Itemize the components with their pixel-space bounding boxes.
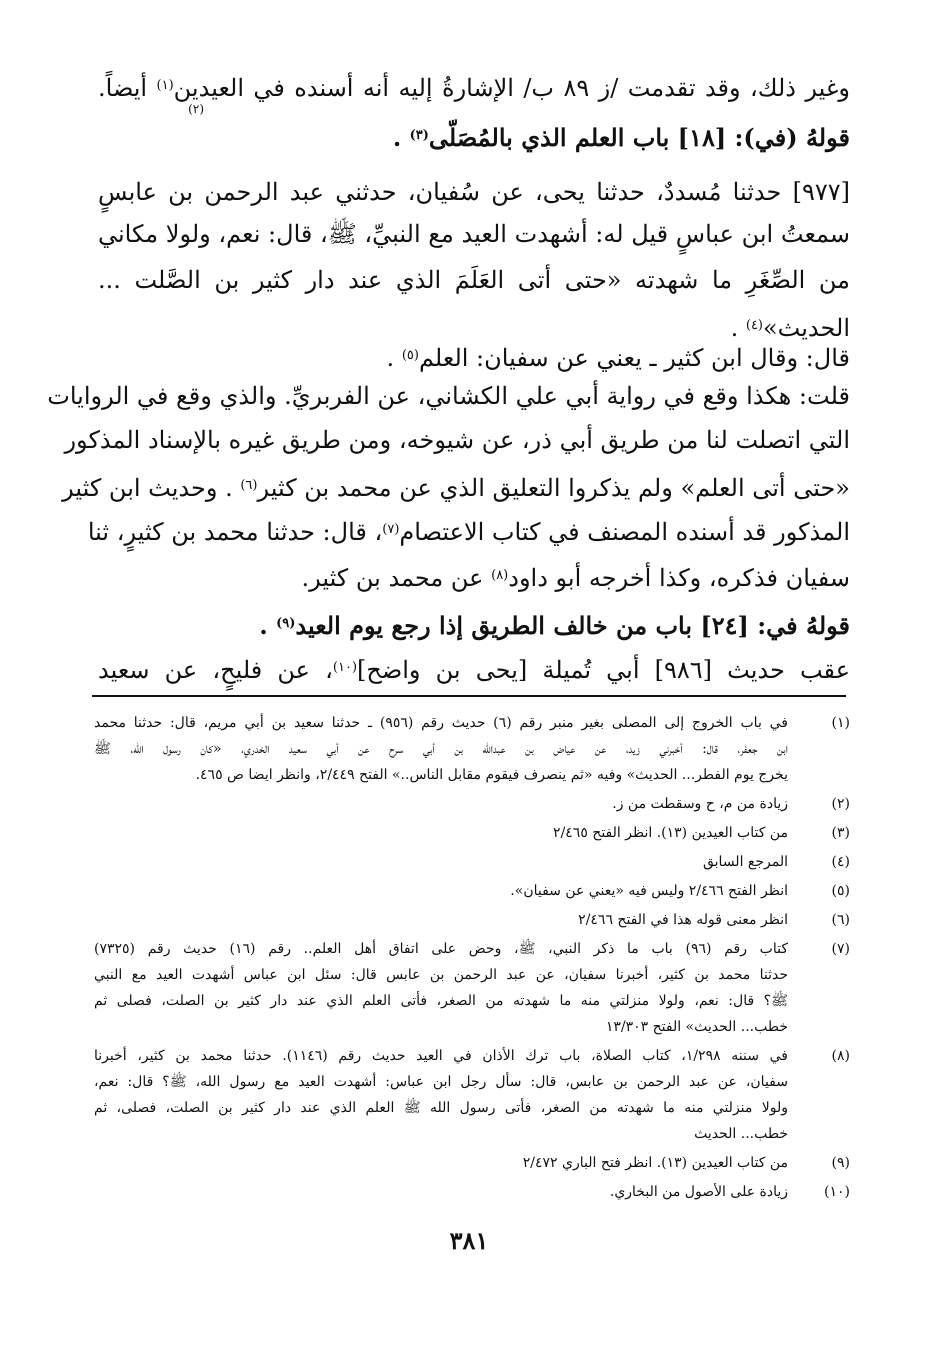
text-run: من الصِّغَرِ ما شهدته «حتى أتى العَلَمَ الذي عند دار كثير بن الصَّلت ... (98, 266, 850, 294)
footnote-marker: (٨) (491, 568, 509, 583)
text-run: سفيان فذكره، وكذا أخرجه أبو داود (508, 564, 850, 592)
text-run: . (386, 344, 402, 372)
text-run: . (730, 314, 746, 342)
footnote-text-line: انظر معنى قوله هذا في الفتح ٢/٤٦٦ (578, 912, 788, 928)
footnote-text-line: ابن جعفر، قال: أخبرني زيد، عن عياض بن عبدالله بن أبي سرح عن أبي سعيد الخدري، «كان رسول الله، ﷺ (94, 741, 788, 757)
footnote-text-line: حدثنا محمد بن كثير، أخبرنا سفيان، عن عبد الرحمن بن عابس قال: سئل ابن عباس أشهدت العيد مع النبي (94, 967, 788, 983)
text-run: . (392, 123, 410, 152)
text-line (98, 334, 850, 378)
text-line (62, 464, 850, 508)
text-run: «حتى أتى العلم» ولم يذكروا التعليق الذي عن محمد بن كثير (257, 474, 850, 502)
footnote-text-line: خطب... الحديث (694, 1126, 788, 1142)
footnote-number: (١) (831, 715, 850, 731)
footnote-number: (٨) (831, 1048, 850, 1064)
text-line (98, 554, 850, 598)
footnote-divider (92, 695, 846, 697)
text-run: وغير ذلك، وقد تقدمت /ز ٨٩ ب/ الإشارةُ إليه أنه أسنده في العيدين (173, 74, 851, 102)
footnote-number: (٩) (831, 1155, 850, 1171)
footnote-text-line: من كتاب العيدين (١٣). انظر الفتح ٢/٤٦٥ (553, 825, 788, 841)
footnote-marker: (٣) (409, 128, 429, 143)
footnote-text-line: زيادة من م، ح وسقطت من ز. (612, 796, 788, 812)
footnote-number: (٧) (831, 941, 850, 957)
footnote-text-line: في سننه ١/٢٩٨، كتاب الصلاة، باب ترك الأذان في العيد حديث رقم (١١٤٦). حدثنا محمد بن كثير، أخبرنا (94, 1048, 788, 1064)
footnote-text-line: من كتاب العيدين (١٣). انظر فتح الباري ٢/٤٧٢ (522, 1155, 788, 1171)
chapter-heading (98, 114, 850, 158)
text-run: قولهُ في: [٢٤] باب من خالف الطريق إذا رجع يوم العيد (295, 611, 850, 640)
footnote-marker: (٤) (745, 318, 763, 333)
text-run: المذكور قد أسنده المصنف في كتاب الاعتصام (399, 518, 850, 546)
text-run: قال: وقال ابن كثير ـ يعني عن سفيان: العلم (418, 344, 850, 372)
footnote-text-line: ولولا منزلتي منه ما شهدته من الصغر، فأتى رسول الله ﷺ العلم الذي عند دار كثير بن الصلت، فصلى، ثم (94, 1100, 788, 1116)
text-line (98, 64, 850, 108)
chapter-heading (98, 602, 850, 646)
text-run: أيضاً. (98, 74, 157, 102)
footnote-text-line: كتاب رقم (٩٦) باب ما ذكر النبي، ﷺ، وحض على اتفاق أهل العلم.. رقم (١٦) حديث رقم (٧٣٢٥) (94, 941, 789, 957)
text-line (64, 420, 850, 460)
text-line (98, 172, 850, 212)
footnotes-block (94, 710, 850, 1200)
footnote-text-line: زيادة على الأصول من البخاري. (609, 1184, 788, 1200)
footnote-text-line: في باب الخروج إلى المصلى بغير منبر رقم (٦) حديث رقم (٩٥٦) ـ حدثنا سعيد بن أبي مريم، قال: حدثنا محمد (94, 715, 788, 731)
text-run: . (259, 611, 277, 640)
footnote-text-line: انظر الفتح ٢/٤٦٦ وليس فيه «يعني عن سفيان». (510, 883, 788, 899)
footnote-marker: (٧) (382, 522, 400, 537)
footnote-text-line: يخرج يوم الفطر... الحديث» وفيه «ثم ينصرف فيقوم مقابل الناس..» الفتح ٢/٤٤٩، وانظر ايضا ص ٤٦٥. (195, 767, 788, 783)
footnote-marker: (٥) (401, 348, 419, 363)
footnote-marker: (٦) (240, 478, 258, 493)
footnote-marker: (٩) (276, 616, 296, 631)
footnote-number: (٦) (831, 912, 850, 928)
footnote-number: (٣) (831, 825, 850, 841)
footnote-text-line: خطب... الحديث» الفتح ١٣/٣٠٣ (605, 1019, 788, 1035)
text-run: . وحديث ابن كثير (62, 474, 241, 502)
text-line (87, 508, 850, 552)
footnote-number: (١٠) (824, 1184, 850, 1200)
text-run: ، قال: حدثنا محمد بن كثيرٍ، ثنا (87, 518, 383, 546)
text-line (47, 376, 850, 416)
text-run: الحديث» (763, 314, 850, 342)
footnote-number: (٢) (831, 796, 850, 812)
footnote-number: (٤) (831, 854, 850, 870)
text-run: عن محمد بن كثير. (301, 564, 492, 592)
footnote-text-line: ﷺ؟ قال: نعم، ولولا منزلتي منه ما شهدته من الصغر، فأتى العلم الذي عند دار كثير بن الصلت، فصلى ثم (94, 993, 788, 1009)
footnote-marker-above: (٢) (188, 102, 204, 116)
footnote-text-line: المرجع السابق (702, 854, 788, 870)
footnote-text-line: سفيان، عن عبد الرحمن بن عابس، قال: سأل رجل ابن عباس: أشهدت العيد مع رسول الله، ﷺ؟ قال: نعم، (94, 1074, 788, 1090)
text-run: قولهُ (في): [١٨] باب العلم الذي بالمُصَلّى (428, 123, 850, 152)
text-run: قلت: هكذا وقع في رواية أبي علي الكشاني، عن الفربريِّ. والذي وقع في الروايات (47, 382, 850, 410)
page-number: ٣٨١ (449, 1226, 489, 1255)
text-line (98, 646, 850, 690)
text-run: [٩٧٧] حدثنا مُسددٌ، حدثنا يحى، عن سُفيان، حدثني عبد الرحمن بن عابسٍ (98, 178, 850, 206)
text-run: التي اتصلت لنا من طريق أبي ذر، عن شيوخه، ومن طريق غيره بالإسناد المذكور (64, 426, 850, 454)
text-line (98, 214, 850, 254)
footnote-marker: (١) (156, 78, 174, 93)
footnote-marker: (١٠) (332, 660, 358, 675)
text-line (98, 260, 850, 300)
text-run: عقب حديث [٩٨٦] أبي تُميلة [يحى بن واضح] (357, 656, 851, 684)
text-run: سمعتُ ابن عباسٍ قيل له: أشهدت العيد مع النبيِّ، ﷺ، قال: نعم، ولولا مكاني (98, 220, 851, 248)
main-text-block (47, 64, 851, 694)
text-run: ، عن فليحٍ، عن سعيد (98, 656, 333, 684)
footnote-number: (٥) (831, 883, 850, 899)
